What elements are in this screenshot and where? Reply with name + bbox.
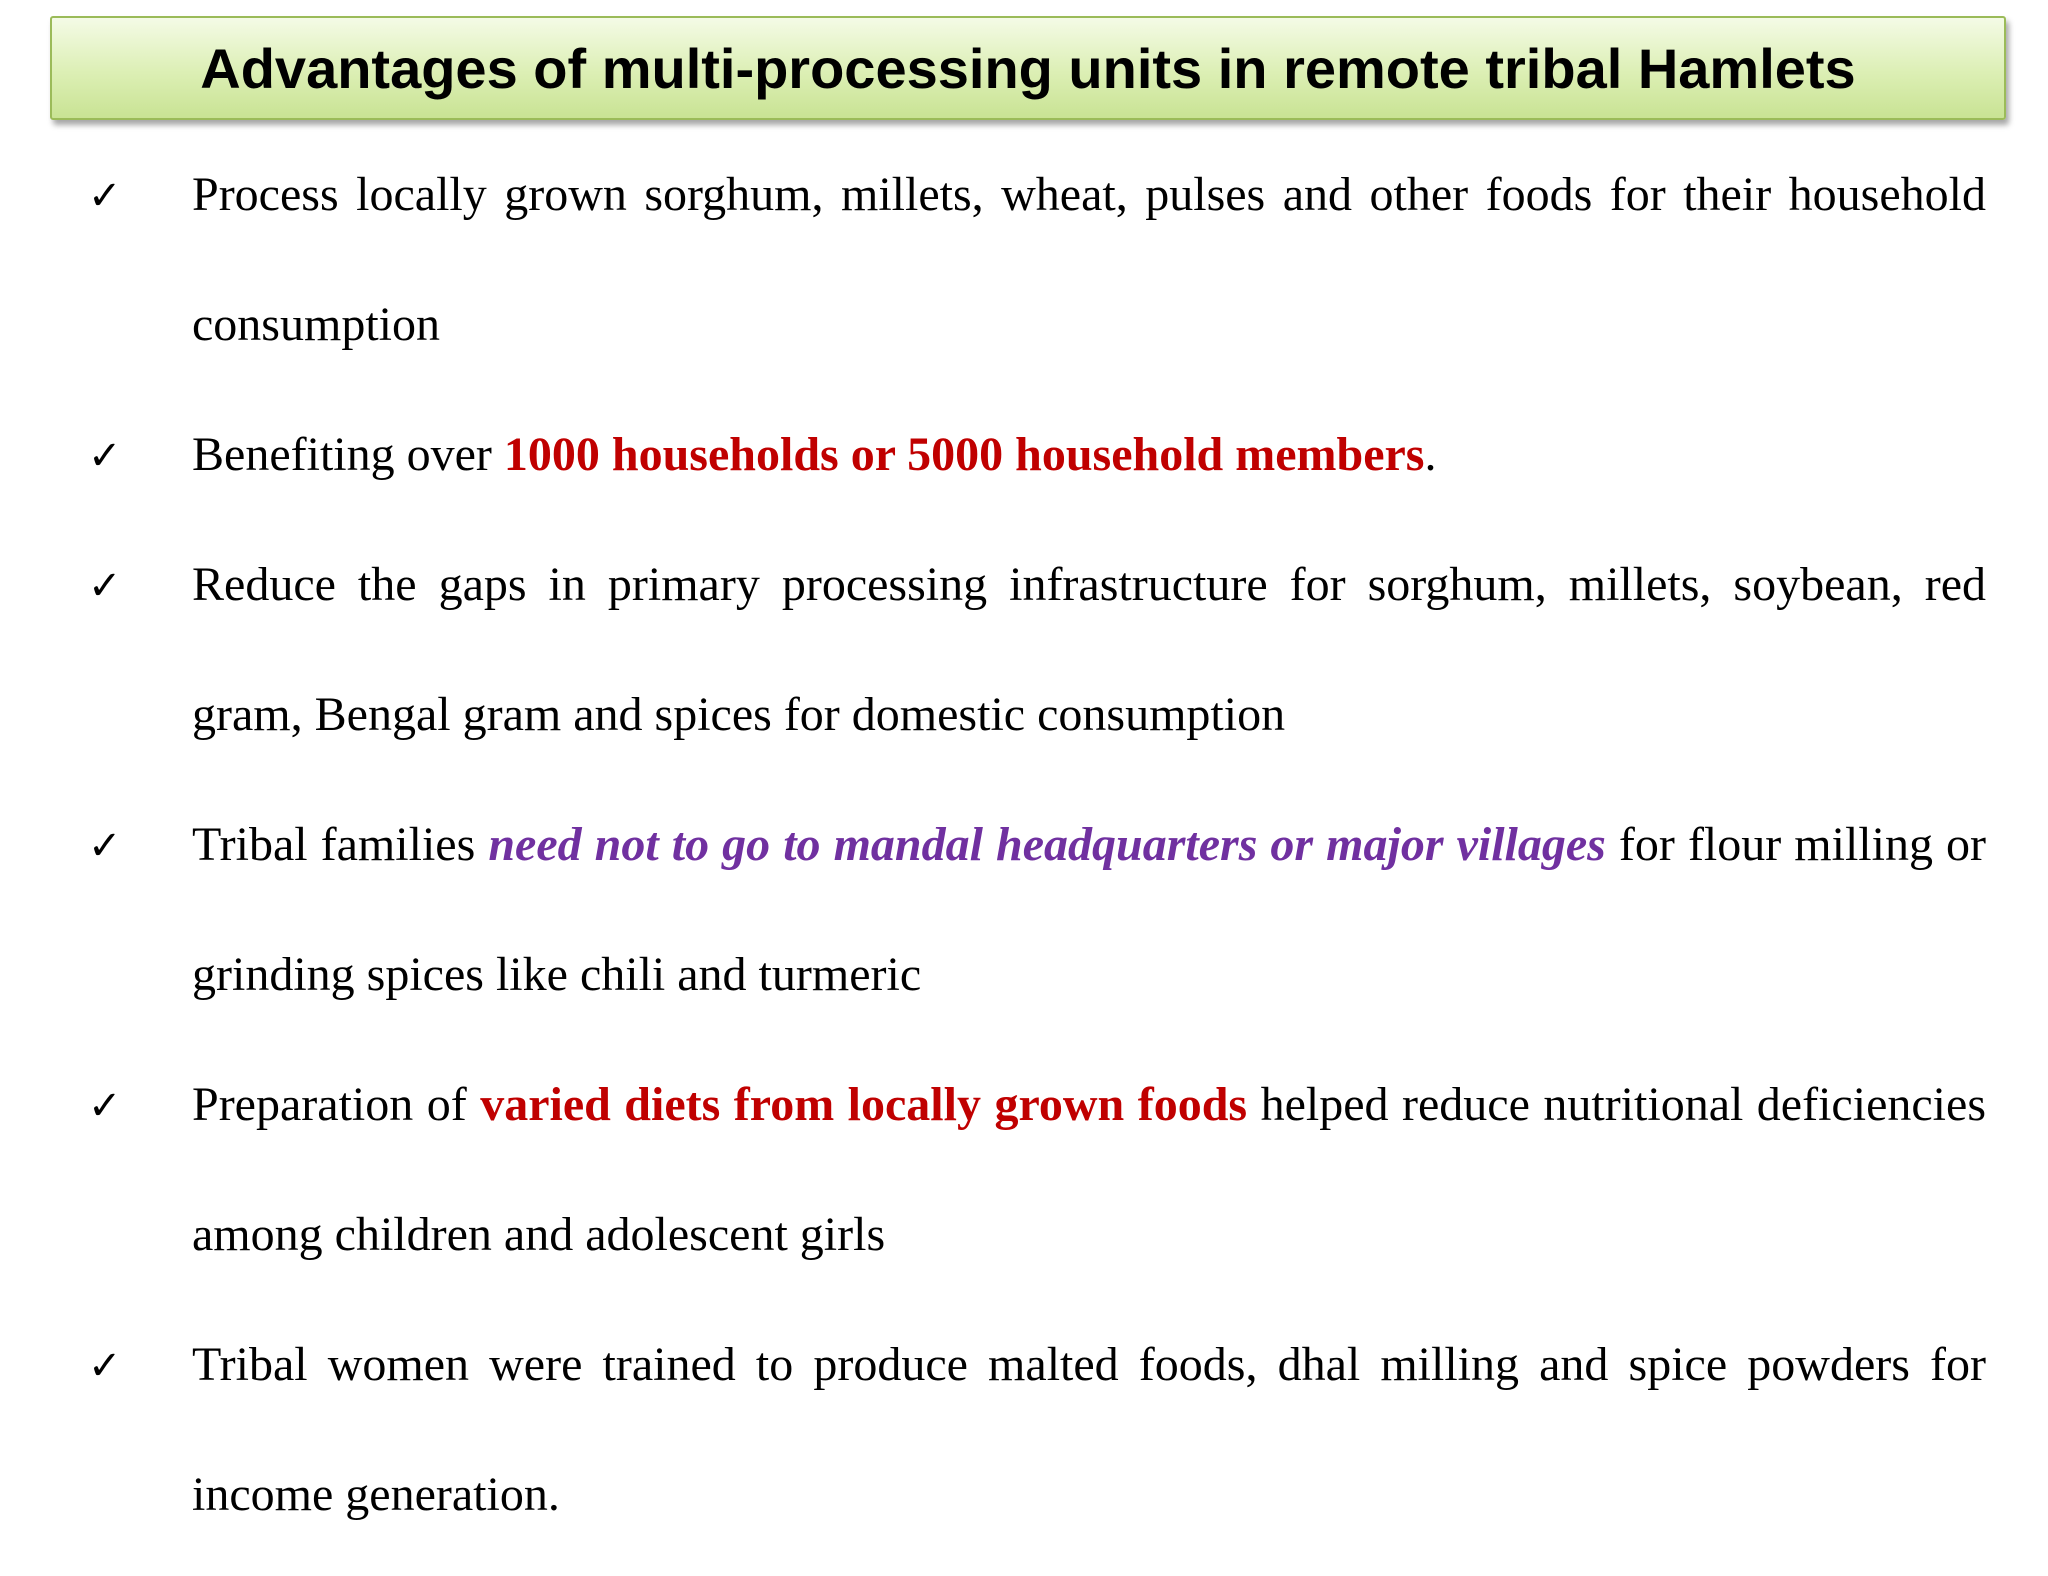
title-banner (50, 16, 2006, 120)
bullet-text-after: for flour milling or grinding spices like chili and turmeric (192, 818, 1987, 1001)
bullet-text-after: . (1424, 428, 1437, 481)
bullet-item (88, 796, 1986, 1056)
bullet-highlight: varied diets from locally grown foods (480, 1078, 1248, 1131)
slide-title: Advantages of multi-processing units in remote tribal Hamlets (200, 36, 1856, 100)
bullet-item (88, 406, 1986, 536)
bullet-item (88, 1056, 1986, 1316)
bullet-text: Tribal families (192, 818, 489, 871)
bullet-text: Preparation of (192, 1078, 481, 1131)
bullet-text: Tribal women were trained to produce malted foods, dhal milling and spice powders for income generation. (192, 1338, 1986, 1521)
check-icon: ✓ (88, 1083, 122, 1129)
bullet-text: Reduce the gaps in primary processing infrastructure for sorghum, millets, soybean, red gram, Bengal gram and spices for domestic consumption (192, 558, 1986, 741)
bullet-list (88, 146, 1986, 1576)
check-icon: ✓ (88, 1343, 122, 1389)
bullet-highlight: need not to go to mandal headquarters or major villages (488, 818, 1606, 871)
bullet-text: Process locally grown sorghum, millets, wheat, pulses and other foods for their household consumption (192, 168, 1986, 351)
bullet-text: Benefiting over (192, 428, 504, 481)
bullet-item (88, 1316, 1986, 1576)
bullet-item (88, 536, 1986, 796)
bullet-text-after: helped reduce nutritional deficiencies among children and adolescent girls (192, 1078, 1987, 1261)
bullet-item (88, 146, 1986, 406)
check-icon: ✓ (88, 823, 122, 869)
bullet-highlight: 1000 households or 5000 household members (503, 428, 1425, 481)
check-icon: ✓ (88, 433, 122, 479)
check-icon: ✓ (88, 173, 122, 219)
check-icon: ✓ (88, 563, 122, 609)
